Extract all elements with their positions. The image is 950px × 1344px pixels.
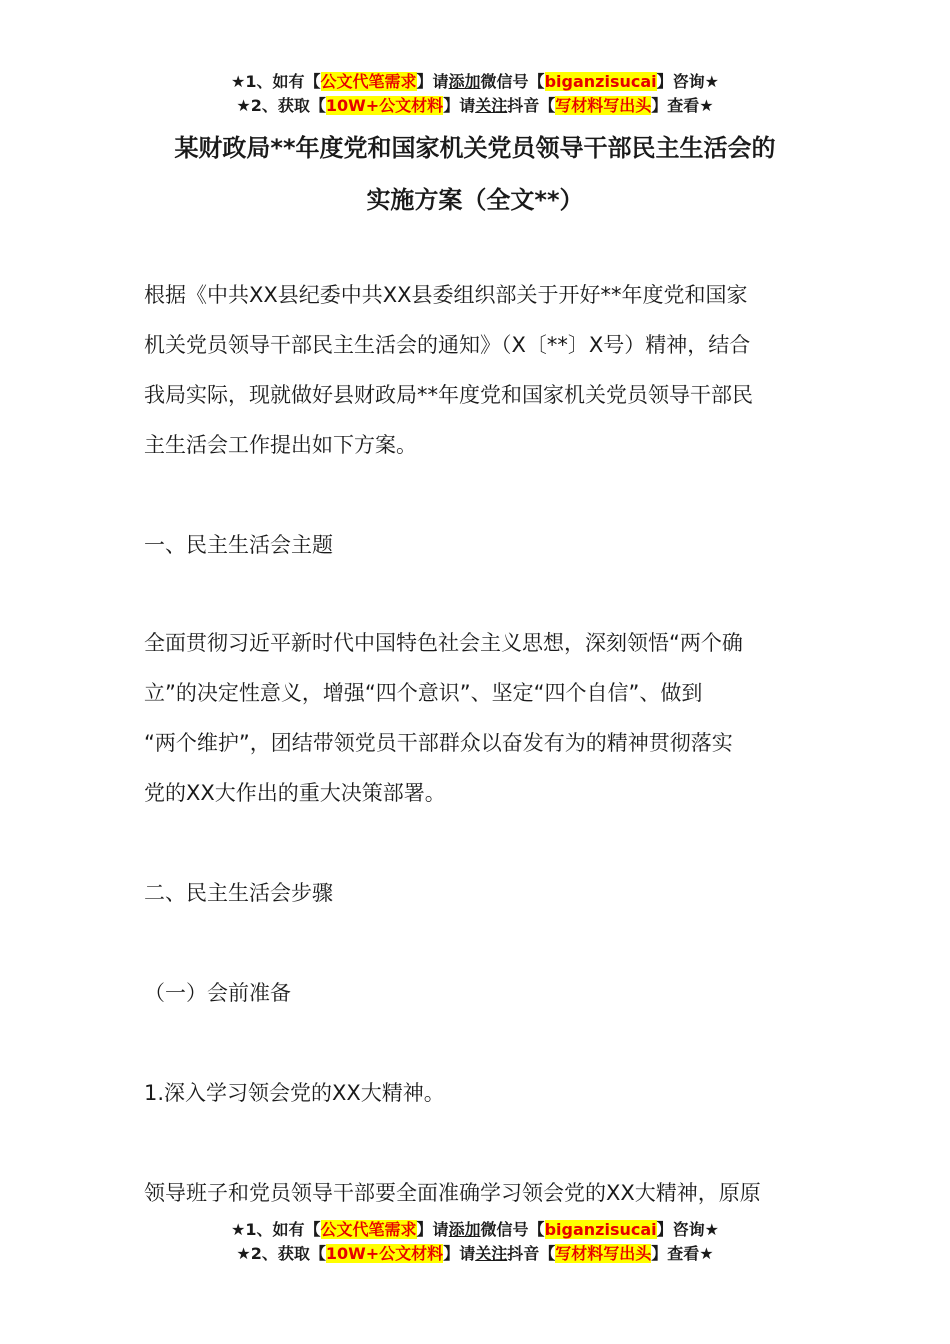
section-heading-1: 一、民主生活会主题 [144,533,333,557]
highlight: 10W+公文材料 [325,96,444,115]
theme-paragraph: 全面贯彻习近平新时代中国特色社会主义思想，深刻领悟“两个确 立”的决定性意义，增强“四个意识”、坚定“四个自信”、做到 “两个维护”，团结带领党员干部群众以奋发有为的精神贯彻落实 党的XX大作出的重大决策部署。 [144,631,743,805]
footer-promo-line-2: ★2、获取【10W+公文材料】请关注抖音【写材料写出头】查看★ [236,1244,714,1263]
highlight: 写材料写出头 [555,1244,652,1263]
body-line: 领导班子和党员领导干部要全面准确学习领会党的XX大精神，原原 [144,1181,761,1205]
highlight: 公文代笔需求 [320,72,417,91]
highlight: 公文代笔需求 [320,1220,417,1239]
intro-paragraph: 根据《中共XX县纪委中共XX县委组织部关于开好**年度党和国家 机关党员领导干部民主生活会的通知》（X〔**〕X号）精神，结合 我局实际，现就做好县财政局**年度党和国家机关党员领导干部民 主生活会工作提出如下方案。 [144,283,753,457]
promo-line-1: ★1、如有【公文代笔需求】请添加微信号【biganzisucai】咨询★ [231,72,719,91]
highlight: biganzisucai [544,72,657,91]
section-heading-2: 二、民主生活会步骤 [144,881,333,905]
item-heading: 1.深入学习领会党的XX大精神。 [144,1081,445,1105]
highlight: 写材料写出头 [555,96,652,115]
promo-line-2: ★2、获取【10W+公文材料】请关注抖音【写材料写出头】查看★ [236,96,714,115]
footer-promo-line-1: ★1、如有【公文代笔需求】请添加微信号【biganzisucai】咨询★ [231,1220,719,1239]
subsection-heading: （一）会前准备 [144,981,291,1005]
doc-title-line-2: 实施方案（全文**） [366,186,584,214]
doc-title-line-1: 某财政局**年度党和国家机关党员领导干部民主生活会的 [174,134,776,162]
highlight: biganzisucai [544,1220,657,1239]
highlight: 10W+公文材料 [325,1244,444,1263]
